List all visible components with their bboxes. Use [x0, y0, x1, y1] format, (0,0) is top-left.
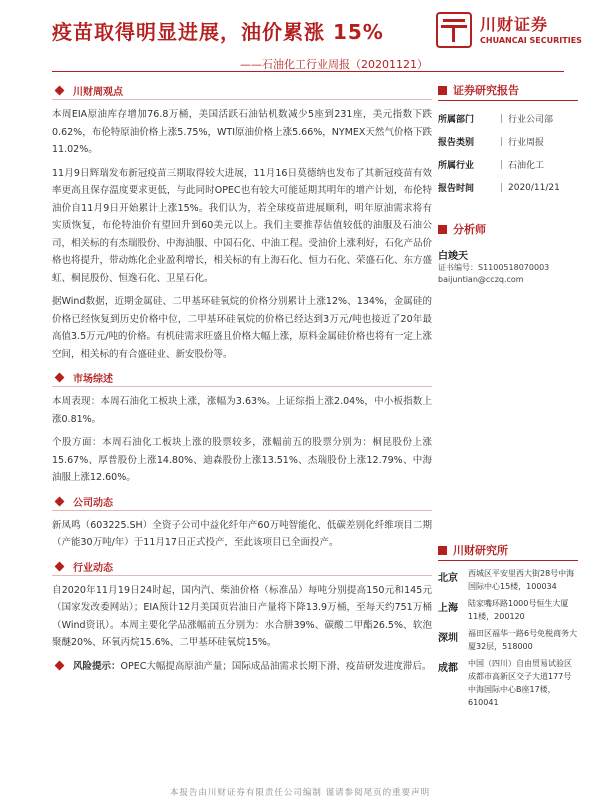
- office-item: 成都 中国（四川）自由贸易试验区成都市高新区交子大道177号中海国际中心B座17楼，610041: [438, 659, 572, 707]
- report-info-heading: 证券研究报告: [438, 82, 578, 98]
- square-bullet-icon: [438, 546, 447, 555]
- paragraph: 新凤鸣（603225.SH）全资子公司中益化纤年产60万吨智能化、低碳差别化纤维项目二期（产能30万吨/年）于11月17日正式投产，至此该项目已全面投产。: [52, 519, 432, 548]
- diamond-bullet-icon: [55, 373, 65, 383]
- paragraph: 自2020年11月19日24时起，国内汽、柴油价格（标准品）每吨分别提高150元和145元（国家发改委网站）；EIA预计12月美国页岩油日产量将下降13.9万桶，至每天约751万桶（Wind资讯）。本周主要化学品涨幅前五分别为：水合肼39%、碳酸二甲酯26.5%、软泡聚醚20%、环氧丙烷15.6%、二甲基环硅氧烷15%。: [52, 584, 432, 648]
- section-heading-company: 公司动态: [52, 493, 432, 511]
- report-title: 疫苗取得明显进展，油价累涨 15%: [52, 20, 384, 44]
- analyst-email[interactable]: baijuntian@cczq.com: [438, 275, 524, 284]
- section-heading-view: 川财周观点: [52, 82, 432, 100]
- risk-warning: [52, 658, 432, 676]
- analyst-name: 白竣天: [438, 251, 468, 262]
- page-footer: 本报告由川财证券有限责任公司编制 谨请参阅尾页的重要声明: [169, 788, 431, 798]
- divider: [438, 100, 578, 101]
- office-item: 深圳 福田区福华一路6号免税商务大厦32层，518000: [438, 629, 578, 651]
- square-bullet-icon: [438, 225, 447, 234]
- office-item: 上海 陆家嘴环路1000号恒生大厦11楼，200120: [438, 599, 569, 621]
- info-row-department: 所属部门 | 行业公司部: [438, 113, 554, 125]
- paragraph: 据Wind数据，近期金属硅、二甲基环硅氧烷的价格分别累计上涨12%、134%，金属硅的价格已经恢复到历史价格中位，二甲基环硅氧烷的价格已经达到3万元/吨也接近了20年最高值3.5万元/吨的价格。有机硅需求旺盛且价格大幅上涨，原料金属硅价格也将有一定上涨空间，相关标的有合盛硅业、新安股份等。: [52, 296, 432, 360]
- header-divider: [52, 71, 564, 72]
- office-item: 北京 西城区平安里西大街28号中海国际中心15楼，100034: [438, 569, 575, 591]
- research-institute: [438, 542, 578, 709]
- square-bullet-icon: [438, 86, 447, 95]
- paragraph: 个股方面：本周石油化工板块上涨的股票较多，涨幅前五的股票分别为：桐昆股份上涨15.67%、厚普股份上涨14.80%、迪森股份上涨13.51%、杰瑞股份上涨12.79%、中海油服上涨12.60%。: [52, 437, 432, 483]
- analyst-cert: 证书编号：S1100518070003: [438, 263, 550, 272]
- info-row-category: 报告类别 | 行业周报: [438, 136, 545, 148]
- analyst-block: [438, 221, 578, 286]
- diamond-bullet-icon: [55, 660, 65, 670]
- divider: [438, 560, 578, 561]
- paragraph: 11月9日辉瑞发布新冠疫苗三期取得较大进展，11月16日莫德纳也发布了其新冠疫苗有效率更高且保存温度要求更低，与此同时OPEC也有较大可能延期其明年的增产计划，布伦特油价自11月9日开始累计上涨15%。我们认为，若全球疫苗进展顺利，明年原油需求将有实质恢复，布伦特油价有望回升到60美元以上。我们主要推荐估值较低的油服及石油公司，相关标的有杰瑞股份、中海油服、中国石化、中油工程。受油价上涨利好，石化产品价格也将提升，带动炼化企业盈利增长，相关标的有上海石化、恒力石化、荣盛石化、东方盛虹、桐昆股份、恒逸石化、卫星石化。: [52, 167, 433, 284]
- sidebar: [438, 82, 578, 286]
- diamond-bullet-icon: [55, 561, 65, 571]
- diamond-bullet-icon: [55, 86, 65, 96]
- logo-name-cn: 川财证券: [480, 15, 549, 34]
- company-logo: [436, 10, 582, 52]
- section-heading-market: 市场综述: [52, 369, 432, 387]
- main-content: [52, 82, 432, 681]
- logo-mark-icon: [436, 12, 472, 48]
- info-row-industry: 所属行业 | 石油化工: [438, 159, 545, 171]
- info-row-date: 报告时间 | 2020/11/21: [438, 182, 560, 194]
- paragraph: 本周表现：本周石油化工板块上涨，涨幅为3.63%。上证综指上涨2.04%，中小板指数上涨0.81%。: [52, 396, 432, 425]
- analyst-heading: 分析师: [438, 221, 578, 237]
- risk-label: 风险提示：: [73, 660, 121, 672]
- paragraph: 本周EIA原油库存增加76.8万桶，美国活跃石油钻机数减少5座到231座，美元指数下跌0.62%，布伦特原油价格上涨5.75%，WTI原油价格上涨5.66%，NYMEX天然气价格下跌11.02%。: [52, 109, 432, 155]
- diamond-bullet-icon: [55, 496, 65, 506]
- research-heading: 川财研究所: [438, 542, 578, 558]
- report-subtitle: ——石油化工行业周报（20201121）: [240, 58, 428, 71]
- logo-name-en: CHUANCAI SECURITIES: [480, 36, 582, 45]
- risk-text: OPEC大幅提高原油产量；国际成品油需求长期下滑、疫苗研发进度滞后。: [120, 660, 432, 672]
- section-heading-industry: 行业动态: [52, 558, 432, 576]
